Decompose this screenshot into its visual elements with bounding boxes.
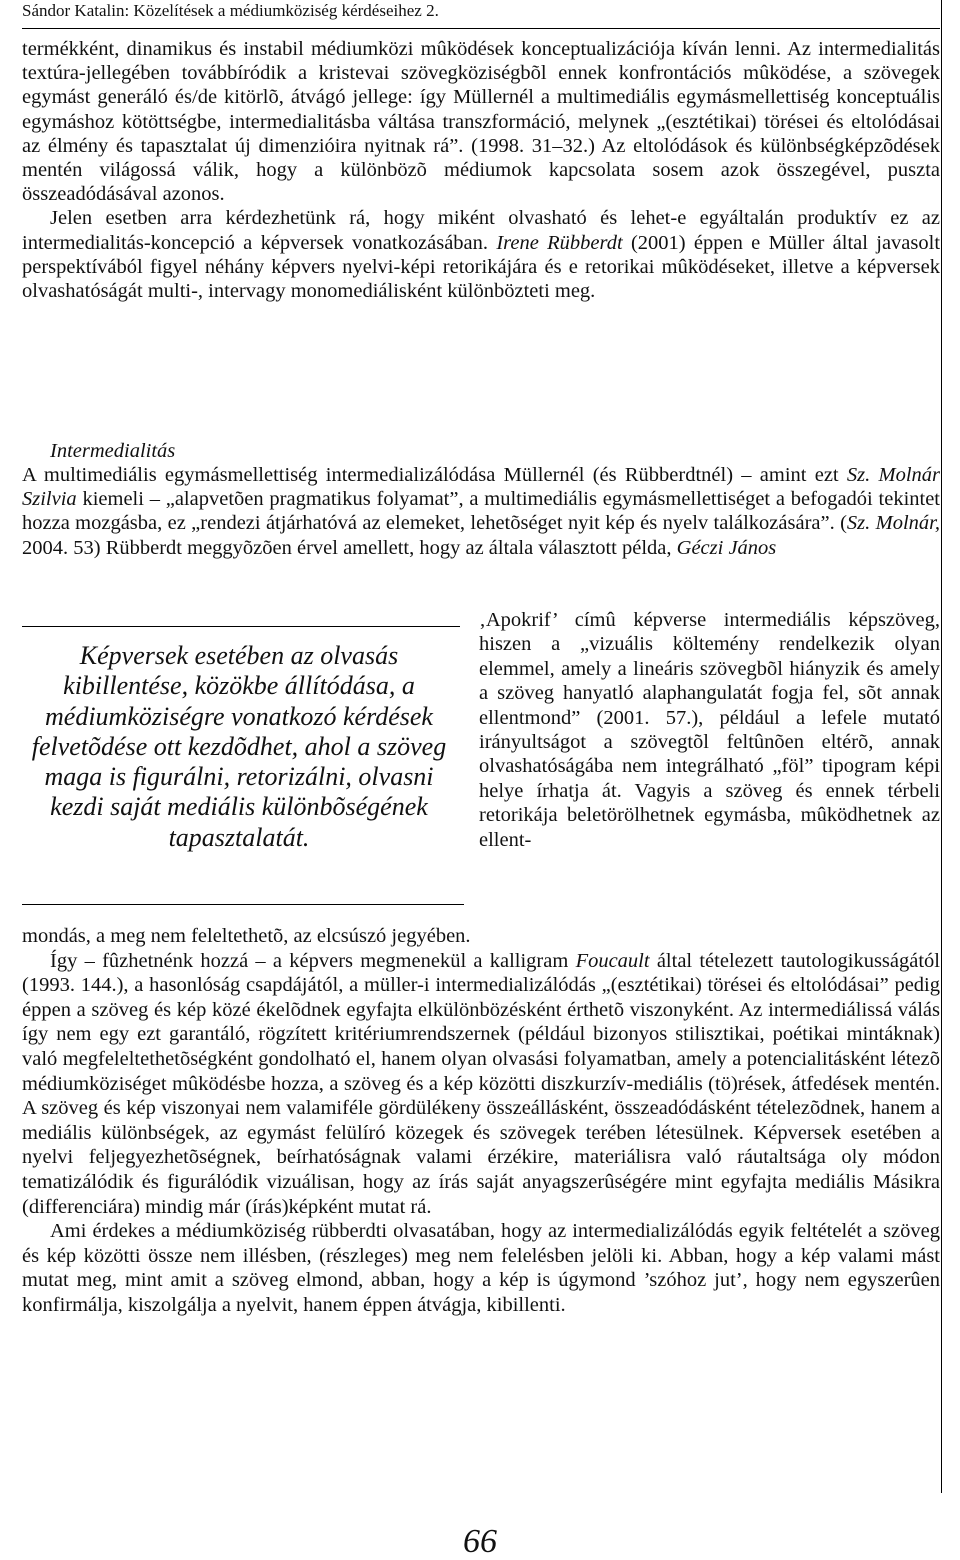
paragraph-2 (22, 206, 940, 303)
section-paragraph (22, 463, 940, 560)
author-name-sz: Sz. Molnár Szilvia (22, 464, 940, 511)
pullquote: Képversek esetében az olvasás kibillentése, közökbe állítódása, a médiumköziségre vonatkozó kérdések felvetõdése ott kezdõdhet, ahol a szöveg maga is figurálni, retorizálni, olvasni kezdi saját mediális különbõségének tapasztalatát. (31, 641, 447, 852)
section-text-c: 2004. 53) Rübberdt meggyõzõen érvel amellett, hogy az általa választott példa, (22, 536, 672, 559)
paragraph-continuation: mondás, a meg nem feleltethetõ, az elcsúszó jegyében. (22, 925, 471, 947)
running-header: Sándor Katalin: Közelítések a médiumköziség kérdéseihez 2. (22, 1, 439, 20)
author-name: Irene Rübberdt (496, 231, 623, 254)
author-name-foucault: Foucault (575, 949, 650, 972)
paragraph-1 (22, 37, 940, 206)
paragraph-3 (22, 949, 940, 1220)
paragraph-1-rest: Az intermedialitás textúra-jellegében továbbíródik a kristevai szövegköziségbõl ennek konfrontációs mûködése, a szövegek egymást generáló és/de kitörlõ, átvágó jellege: így Müllernél a multimediális egymásmellettiség konceptuális egymáshoz kötöttségbe, intermedialitásba váltása transzformáció, melynek „(esztétikai) törései és eltolódásai az élmény és tapasztalat új dimenzióira nyitnak rá”. (1998. 31–32.) Az eltolódások és különbségképzõdések mentén világossá válik, hogy a különbözõ médiumok kapcsolata sosem azok összegével, puszta összeadódásával azonos. (22, 38, 940, 206)
header-rule (22, 28, 940, 29)
paragraph-2-start: Jelen esetben arra kérdezhetünk rá, hogy miként olvasható és lehet-e egyáltalán produktív ez az intermedialitás-koncepció a képversek vonatkozásában. (22, 207, 940, 254)
author-citation-sz: Sz. Molnár, (846, 512, 940, 535)
page-number: 66 (463, 1523, 497, 1560)
paragraph-3-rest: által tételezett tautologikusságától (1993. 144.), a hasonlóság csapdájától, a müller-i intermedializálódás „(esztétikai) törései és eltolódásai” pedig éppen a szöveg és kép közé ékelõdnek egyfajta elkülönbözésként érthetõ viszonyként. Az intermediálissá válás így nem egy ezt garantáló, rögzített kritériumrendszernek (például bizonyos stilisztikai, poétikai mintáknak) való megfeleltethetõségként gondolható el, hanem olyan olvasási folyamatban, amely a potencialitásként létezõ médiumköziséget mûködésbe hozza, a szöveg és a kép közötti diszkurzív-mediális (tö)rések, átfedések mentén. A szöveg és kép viszonyai nem valamiféle gördülékeny összeállásként, összeadódásként tételezõdnek, hanem a mediális különbségek, az egymást felülíró közegek és szövegek terében létesülnek. Képversek esetében a nyelvi feljegyezhetõségnek, beírhatóságnak valami érzékire, materiálisra való ráutaltsága oly módon tematizálódik és figurálódik vizuálisan, hogy az írás saját anyagszerûségére mint egyfajta mediális Másikra (differenciára) mindig már (írás)képként mutat rá. (22, 949, 941, 1218)
section-paragraph-text (22, 463, 940, 560)
body-text-bottom (22, 924, 940, 1318)
section-heading: Intermedialitás (50, 440, 176, 462)
margin-rule (941, 0, 942, 1493)
paragraph-3-start: Így – fûzhetnénk hozzá – a képvers megmenekül a kalligram (50, 949, 569, 972)
author-name-geczi: Géczi János (676, 536, 777, 559)
pullquote-rule-bottom (22, 904, 464, 905)
body-text-top (22, 37, 940, 303)
section-text-b: kiemeli – „alapvetõen pragmatikus folyamat”, a multimediális egymásmellettiséget a befogadói tekintet hozza mozgásba, ez „rendezi átjárhatóvá az elemeket, lehetõséget nyit kép és nyelv találkozására”. ( (22, 488, 940, 535)
paragraph-1-start: termékként, dinamikus és instabil médiumközi mûködések konceptualizációja kíván lenni. (22, 38, 781, 60)
narrow-column-paragraph: ‚Apokrif’ címû képverse intermediális képszöveg, hiszen a „vizuális költemény rendelkezik olyan elemmel, amely a lineáris szövegbõl hiányzik és amely a szöveg hanyatló alaphangulatát fogja fel, sõt annak ellentmond” (2001. 57.), például a lefele mutató irányultságot a szövegtõl feltûnõen eltérõ, annak olvashatóságába nem integrálható „föl” tipogram képi helye írhatja át. Vagyis a szöveg és ennek térbeli retorikája beletörölhetnek egymásba, mûködhetnek az ellent- (479, 609, 940, 851)
paragraph-4: Ami érdekes a médiumköziség rübberdti olvasatában, hogy az intermedializálódás egyik feltételét a szöveg és kép közötti össze nem illésben, (részleges) meg nem felelésben jelöli ki. Abban, hogy a kép valami mást mutat meg, mint amit a szöveg elmond, abban, hogy a kép is úgymond ’szóhoz jut’, hogy nem egyszerûen konfirmálja, kiszolgálja a nyelvit, hanem éppen átvágja, kibillenti. (22, 1220, 940, 1316)
pullquote-rule-top (22, 626, 460, 627)
paragraph-2-rest: (2001) éppen e Müller által javasolt perspektívából figyel néhány képvers nyelvi-képi retorikájára és e retorikai mûködéseket, illetve a képversek olvashatóságát multi-, intervagy monomediálisként különbözteti meg. (22, 231, 941, 303)
narrow-column-text (479, 608, 940, 852)
section-text-a: A multimediális egymásmellettiség intermedializálódása Müllernél (és Rübberdtnél) – amint ezt (22, 464, 839, 486)
